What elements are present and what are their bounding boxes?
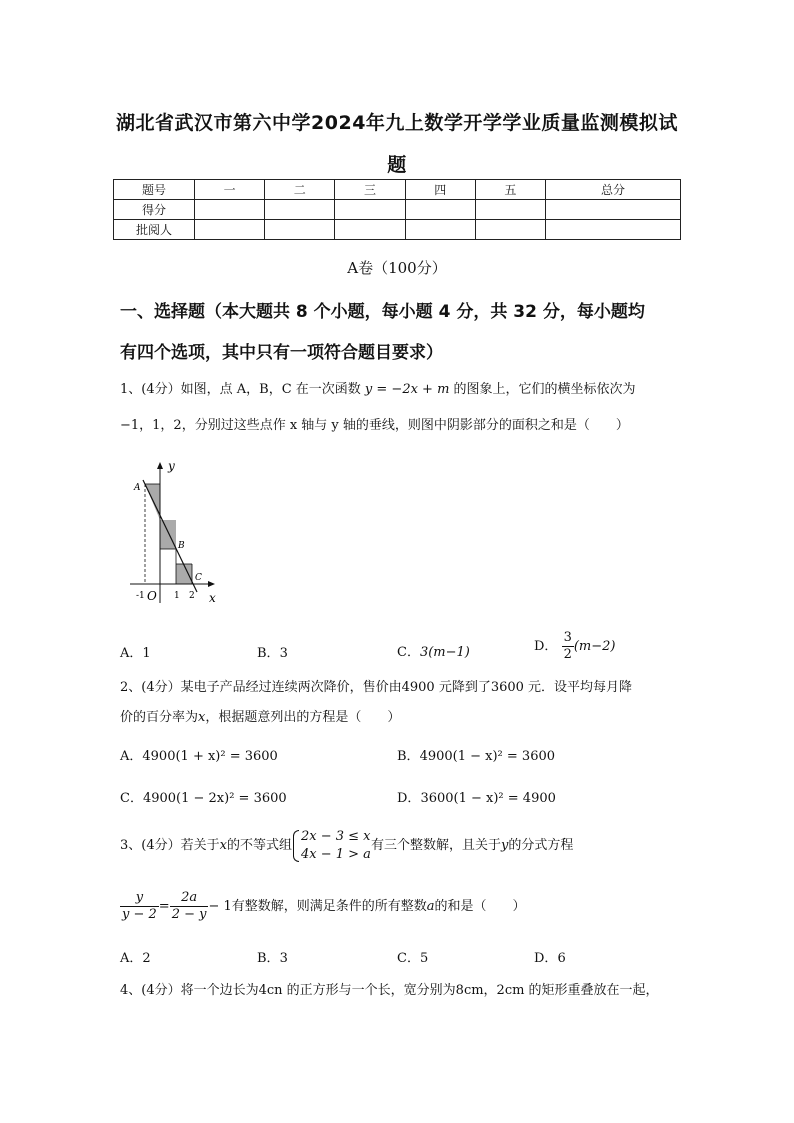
q1-formula: y = −2x + m [364,382,450,397]
q3-text-end: 的和是（ ） [434,899,526,914]
score-table-header-row [114,180,681,200]
q1-option-a [120,642,151,661]
option-text: 6 [557,951,566,966]
fraction-denominator: 2 [563,647,572,662]
q2-option-c [120,787,287,806]
part1-heading: 一、选择题（本大题共 8 个小题，每小题 4 分，共 32 分，每小题均 [120,302,645,322]
option-label: C． [397,951,420,966]
fraction-denominator: y − 2 [122,907,157,922]
q3-eq-tail: − 1 [208,899,232,914]
inequality-1: 2x − 3 ≤ x [300,828,371,844]
fraction-denominator: 2 − y [171,907,207,922]
point-b-label: B [178,541,185,551]
option-label: D． [534,639,558,654]
score-cell [265,220,335,240]
q1-option-d [534,630,616,663]
option-text: 4900(1 + x)² = 3600 [142,749,278,764]
score-cell [335,200,405,220]
question-3-line2 [120,888,690,926]
q2-text: 价的百分率为 [120,710,199,725]
option-d-fraction [562,630,574,663]
score-header-cell: 五 [475,180,545,200]
option-label: A． [120,951,143,966]
q3-text-suffix: 有三个整数解，且关于 [370,838,501,853]
q2-variable: x [198,710,206,725]
q3-variable-y: y [500,838,509,853]
tick-2-label: 2 [189,591,195,601]
option-text: 3 [279,951,288,966]
score-header-cell: 总分 [546,180,681,200]
score-header-cell: 一 [195,180,265,200]
q2-option-a [120,745,278,764]
q3-option-b [257,947,288,966]
score-cell [195,200,265,220]
q2-text-end: ，根据题意列出的方程是（ ） [205,710,401,725]
y-axis-arrow [157,462,163,469]
option-text: 2 [142,951,151,966]
origin-label: O [147,589,157,603]
page-title-continued: 题 [387,154,407,176]
option-label: A． [120,646,143,661]
score-cell [546,200,681,220]
q2-option-d [397,787,556,806]
score-cell [195,220,265,240]
option-text: 4900(1 − 2x)² = 3600 [142,791,287,806]
option-label: A． [120,749,143,764]
option-text: (m−2) [573,639,616,654]
score-cell [335,220,405,240]
option-label: C． [397,645,420,660]
function-line [143,480,197,592]
option-text: 4900(1 − x)² = 3600 [419,749,556,764]
shaded-rect-c [176,564,192,584]
inequality-2: 4x − 1 > a [300,846,371,862]
q3-eq-rhs [170,890,209,923]
question-1-line2: −1，1，2，分别过这些点作 x 轴与 y 轴的垂线，则图中阴影部分的面积之和是（ ） [120,418,629,433]
score-cell [475,200,545,220]
option-label: D． [397,791,421,806]
score-header-cell: 四 [405,180,475,200]
score-header-cell: 题号 [114,180,195,200]
q3-text: 3、(4分）若关于 [120,838,220,853]
x-axis-arrow [208,581,215,587]
score-cell [405,200,475,220]
q3-eq-lhs [120,890,159,923]
question-4-line1: 4、(4分）将一个边长为4cn 的正方形与一个长，宽分别为8cm，2cm 的矩形重叠放在一起， [120,983,659,998]
x-axis-label: x [209,591,216,605]
q1-suffix: 的图象上，它们的横坐标依次为 [453,382,636,397]
tick-neg1-label: -1 [136,591,145,601]
option-label: D． [534,951,558,966]
option-label: B． [397,749,420,764]
fraction-numerator: 3 [563,630,572,645]
option-label: C． [120,791,143,806]
point-c-label: C [195,573,202,583]
score-table-row [114,220,681,240]
q3-equals: = [158,899,170,914]
fraction-numerator: y [120,890,159,907]
point-a-label: A [134,483,141,493]
score-cell [546,220,681,240]
option-text: 1 [142,646,151,661]
fraction-numerator: 2a [170,890,209,907]
score-cell [265,200,335,220]
tick-1-label: 1 [174,591,180,601]
y-axis-label: y [168,459,175,473]
q3-text-suffix2: 的分式方程 [508,838,574,853]
question-3-line1 [120,826,690,866]
score-row-label: 批阅人 [114,220,195,240]
q1-figure [125,458,225,608]
question-2-line1: 2、(4分）某电子产品经过连续两次降价，售价由4900 元降到了3600 元．设平均每月降 [120,680,633,695]
score-row-label: 得分 [114,200,195,220]
q1-prefix: 1、(4分）如图，点 A，B，C 在一次函数 [120,382,361,397]
option-text: 5 [419,951,429,966]
question-1-line1 [120,380,690,400]
score-cell [475,220,545,240]
score-header-cell: 三 [335,180,405,200]
q3-text-line2: 有整数解，则满足条件的所有整数 [231,899,427,914]
option-label: B． [257,951,280,966]
q1-option-c [397,641,470,660]
q3-variable-a: a [426,899,435,914]
q3-variable-x: x [219,838,227,853]
option-text: 3 [279,646,288,661]
q1-option-b [257,642,288,661]
q3-text-mid: 的不等式组 [226,838,292,853]
option-text: 3(m−1) [419,645,470,660]
q3-inequality-system [292,828,371,864]
option-text: 3600(1 − x)² = 4900 [420,791,556,806]
option-label: B． [257,646,280,661]
section-title: A卷（100分） [347,259,447,277]
q3-option-d [534,947,566,966]
page-title: 湖北省武汉市第六中学2024年九上数学开学学业质量监测模拟试 [116,112,678,134]
q2-option-b [397,745,555,764]
score-header-cell: 二 [265,180,335,200]
q3-option-c [397,947,428,966]
q3-option-a [120,947,151,966]
part1-heading-continued: 有四个选项，其中只有一项符合题目要求） [120,343,443,363]
score-table-row [114,200,681,220]
question-2-line2 [120,708,690,728]
score-cell [405,220,475,240]
score-table [113,179,681,240]
